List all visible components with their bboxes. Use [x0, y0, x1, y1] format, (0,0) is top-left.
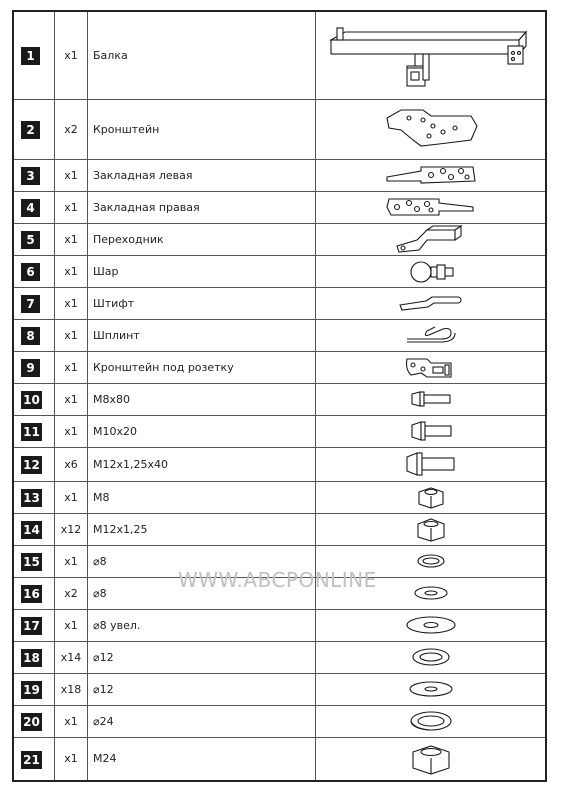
part-number-badge: 2	[21, 121, 40, 139]
part-picture-cell	[316, 481, 547, 513]
part-number-badge: 7	[21, 295, 40, 313]
quantity-cell: x2	[55, 577, 88, 609]
spring-washer-icon	[405, 708, 457, 734]
part-number-badge: 19	[21, 681, 42, 699]
part-name-cell: ⌀8 увел.	[88, 609, 316, 641]
part-number-cell	[13, 609, 55, 641]
nut-icon	[413, 484, 449, 510]
table-row	[13, 577, 546, 609]
right-embed-plate-icon	[381, 193, 481, 221]
quantity-cell: x1	[55, 287, 88, 319]
bracket-plate-icon	[381, 106, 481, 152]
quantity-cell: x18	[55, 673, 88, 705]
table-row	[13, 159, 546, 191]
part-picture-cell	[316, 513, 547, 545]
part-number-cell	[13, 191, 55, 223]
part-number-badge: 9	[21, 359, 40, 377]
table-row	[13, 481, 546, 513]
table-row	[13, 11, 546, 99]
part-picture-cell	[316, 351, 547, 383]
quantity-cell: x1	[55, 159, 88, 191]
part-name-cell: Штифт	[88, 287, 316, 319]
table-row	[13, 705, 546, 737]
table-row	[13, 447, 546, 481]
part-number-badge: 8	[21, 327, 40, 345]
part-number-cell	[13, 641, 55, 673]
quantity-cell: x1	[55, 705, 88, 737]
part-picture-cell	[316, 287, 547, 319]
part-number-badge: 21	[21, 751, 42, 769]
quantity-cell: x1	[55, 737, 88, 781]
bolt-icon	[406, 387, 456, 411]
part-number-cell	[13, 577, 55, 609]
quantity-cell: x1	[55, 191, 88, 223]
part-name-cell: M24	[88, 737, 316, 781]
quantity-cell: x1	[55, 319, 88, 351]
quantity-cell: x1	[55, 609, 88, 641]
table-row	[13, 383, 546, 415]
part-number-badge: 5	[21, 231, 40, 249]
part-number-badge: 12	[21, 456, 42, 474]
tow-ball-icon	[406, 256, 456, 286]
table-row	[13, 673, 546, 705]
quantity-cell: x1	[55, 481, 88, 513]
part-number-badge: 14	[21, 521, 42, 539]
part-name-cell: M10x20	[88, 415, 316, 447]
table-row	[13, 255, 546, 287]
part-picture-cell	[316, 383, 547, 415]
part-name-cell: Шар	[88, 255, 316, 287]
tow-bar-beam-icon	[323, 18, 538, 93]
left-embed-plate-icon	[381, 161, 481, 189]
table-row	[13, 513, 546, 545]
part-picture-cell	[316, 159, 547, 191]
part-number-cell	[13, 319, 55, 351]
quantity-cell: x1	[55, 415, 88, 447]
part-name-cell: ⌀12	[88, 673, 316, 705]
table-row	[13, 415, 546, 447]
bolt-icon	[401, 450, 461, 478]
part-name-cell: ⌀8	[88, 577, 316, 609]
part-name-cell: Кронштейн под розетку	[88, 351, 316, 383]
part-number-badge: 17	[21, 617, 42, 635]
part-number-badge: 20	[21, 713, 42, 731]
part-number-cell	[13, 287, 55, 319]
part-picture-cell	[316, 641, 547, 673]
quantity-cell: x1	[55, 545, 88, 577]
part-number-badge: 16	[21, 585, 42, 603]
spring-washer-icon	[411, 551, 451, 571]
cotter-pin-icon	[401, 323, 461, 347]
pin-icon	[396, 291, 466, 315]
part-number-cell	[13, 513, 55, 545]
table-row	[13, 287, 546, 319]
part-number-cell	[13, 737, 55, 781]
part-number-badge: 13	[21, 489, 42, 507]
quantity-cell: x2	[55, 99, 88, 159]
part-number-cell	[13, 11, 55, 99]
quantity-cell: x1	[55, 351, 88, 383]
part-name-cell: Закладная левая	[88, 159, 316, 191]
part-name-cell: Переходник	[88, 223, 316, 255]
part-number-cell	[13, 447, 55, 481]
part-number-cell	[13, 255, 55, 287]
part-picture-cell	[316, 319, 547, 351]
part-picture-cell	[316, 705, 547, 737]
quantity-cell: x1	[55, 255, 88, 287]
part-name-cell: Кронштейн	[88, 99, 316, 159]
part-number-cell	[13, 223, 55, 255]
spring-washer-icon	[407, 645, 455, 669]
part-picture-cell	[316, 255, 547, 287]
part-number-badge: 15	[21, 553, 42, 571]
table-row	[13, 191, 546, 223]
flat-washer-icon	[403, 614, 459, 636]
part-picture-cell	[316, 99, 547, 159]
flat-washer-icon	[409, 583, 453, 603]
adapter-icon	[391, 224, 471, 254]
watermark: WWW.ABCPONLINE	[178, 568, 377, 592]
table-row	[13, 641, 546, 673]
part-picture-cell	[316, 447, 547, 481]
part-number-cell	[13, 351, 55, 383]
nut-icon	[407, 742, 455, 776]
quantity-cell: x1	[55, 11, 88, 99]
part-number-badge: 10	[21, 391, 42, 409]
part-picture-cell	[316, 223, 547, 255]
part-name-cell: Закладная правая	[88, 191, 316, 223]
part-number-cell	[13, 99, 55, 159]
part-number-badge: 1	[21, 47, 40, 65]
part-picture-cell	[316, 577, 547, 609]
quantity-cell: x1	[55, 383, 88, 415]
nut-icon	[413, 516, 449, 542]
part-name-cell: ⌀24	[88, 705, 316, 737]
socket-bracket-icon	[401, 353, 461, 381]
bolt-icon	[406, 418, 456, 444]
part-number-cell	[13, 383, 55, 415]
table-row	[13, 99, 546, 159]
part-number-badge: 18	[21, 649, 42, 667]
part-name-cell: M12x1,25	[88, 513, 316, 545]
part-picture-cell	[316, 609, 547, 641]
flat-washer-icon	[405, 678, 457, 700]
part-number-cell	[13, 159, 55, 191]
part-picture-cell	[316, 737, 547, 781]
table-row	[13, 737, 546, 781]
part-picture-cell	[316, 415, 547, 447]
part-picture-cell	[316, 191, 547, 223]
table-row	[13, 223, 546, 255]
table-row	[13, 319, 546, 351]
part-name-cell: M12x1,25x40	[88, 447, 316, 481]
table-row	[13, 545, 546, 577]
part-name-cell: Балка	[88, 11, 316, 99]
part-number-cell	[13, 481, 55, 513]
quantity-cell: x14	[55, 641, 88, 673]
part-name-cell: Шплинт	[88, 319, 316, 351]
part-picture-cell	[316, 545, 547, 577]
table-row	[13, 351, 546, 383]
part-name-cell: M8	[88, 481, 316, 513]
part-name-cell: ⌀8	[88, 545, 316, 577]
part-number-cell	[13, 545, 55, 577]
part-number-badge: 11	[21, 423, 42, 441]
part-number-badge: 4	[21, 199, 40, 217]
quantity-cell: x12	[55, 513, 88, 545]
part-picture-cell	[316, 11, 547, 99]
part-picture-cell	[316, 673, 547, 705]
table-row	[13, 609, 546, 641]
part-name-cell: ⌀12	[88, 641, 316, 673]
part-name-cell: M8x80	[88, 383, 316, 415]
quantity-cell: x6	[55, 447, 88, 481]
parts-list-table	[12, 10, 547, 782]
part-number-cell	[13, 705, 55, 737]
part-number-badge: 3	[21, 167, 40, 185]
quantity-cell: x1	[55, 223, 88, 255]
part-number-cell	[13, 415, 55, 447]
part-number-cell	[13, 673, 55, 705]
part-number-badge: 6	[21, 263, 40, 281]
